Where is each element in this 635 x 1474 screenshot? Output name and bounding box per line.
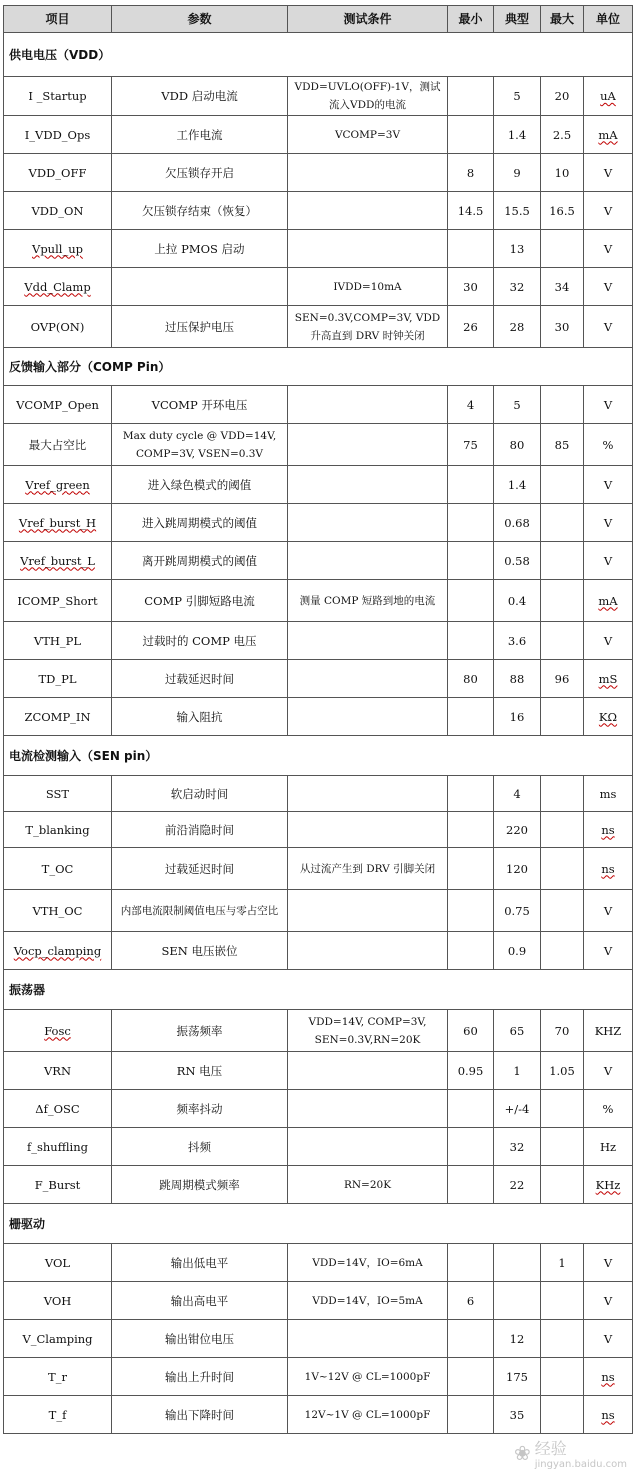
spec-table [3,5,633,1434]
watermark [514,1436,627,1470]
cell-unit: V [584,542,633,580]
cell-item: VDD_ON [4,192,112,230]
table-row [4,932,633,970]
cell-cond [288,466,448,504]
cell-min: 4 [448,386,494,424]
cell-cond: 从过流产生到 DRV 引脚关闭 [288,848,448,890]
cell-item: T_f [4,1396,112,1434]
table-row [4,154,633,192]
cell-typ [494,1244,541,1282]
table-row [4,306,633,348]
cell-unit: uA [584,77,633,116]
cell-min [448,1128,494,1166]
cell-item: ICOMP_Short [4,580,112,622]
cell-param: 输出钳位电压 [112,1320,288,1358]
cell-unit: ns [584,1396,633,1434]
cell-max [541,1090,584,1128]
cell-typ: 0.9 [494,932,541,970]
cell-unit: mA [584,116,633,154]
cell-item: ZCOMP_IN [4,698,112,736]
table-row [4,466,633,504]
cell-max: 20 [541,77,584,116]
cell-max [541,776,584,812]
cell-min [448,542,494,580]
cell-param [112,268,288,306]
cell-unit: V [584,890,633,932]
section-title: 电流检测输入（SEN pin） [4,736,633,776]
cell-min: 80 [448,660,494,698]
cell-cond [288,660,448,698]
table-row [4,622,633,660]
cell-typ: 12 [494,1320,541,1358]
section-title: 供电电压（VDD） [4,33,633,77]
cell-max [541,580,584,622]
cell-min [448,230,494,268]
table-row [4,848,633,890]
cell-param: 软启动时间 [112,776,288,812]
cell-cond: IVDD=10mA [288,268,448,306]
cell-max [541,386,584,424]
header-condition: 测试条件 [288,6,448,33]
cell-min [448,580,494,622]
cell-item: f_shuffling [4,1128,112,1166]
cell-min: 30 [448,268,494,306]
cell-unit: V [584,386,633,424]
cell-typ: 1.4 [494,116,541,154]
cell-min [448,77,494,116]
cell-param: 过载延迟时间 [112,848,288,890]
table-row [4,542,633,580]
cell-unit: ns [584,848,633,890]
cell-typ: 88 [494,660,541,698]
cell-cond: VDD=14V，IO=6mA [288,1244,448,1282]
cell-cond: 测量 COMP 短路到地的电流 [288,580,448,622]
cell-min [448,932,494,970]
section-row [4,1204,633,1244]
table-row [4,77,633,116]
cell-min [448,1396,494,1434]
cell-item: Vref_burst_L [4,542,112,580]
cell-unit: ms [584,776,633,812]
cell-typ: 32 [494,268,541,306]
table-row [4,1052,633,1090]
cell-unit: V [584,230,633,268]
cell-cond [288,154,448,192]
cell-min [448,1090,494,1128]
cell-typ: 1.4 [494,466,541,504]
header-unit: 单位 [584,6,633,33]
cell-item: T_r [4,1358,112,1396]
cell-min: 6 [448,1282,494,1320]
cell-max: 85 [541,424,584,466]
table-row [4,580,633,622]
cell-param: SEN 电压嵌位 [112,932,288,970]
cell-unit: Hz [584,1128,633,1166]
table-row [4,1282,633,1320]
cell-item: OVP(ON) [4,306,112,348]
cell-typ: 0.4 [494,580,541,622]
section-row [4,33,633,77]
cell-item: Vocp_clamping [4,932,112,970]
cell-item: VTH_OC [4,890,112,932]
cell-typ: 0.68 [494,504,541,542]
cell-param: 内部电流限制阈值电压与零占空比 [112,890,288,932]
cell-unit: V [584,1052,633,1090]
cell-param: 进入跳周期模式的阈值 [112,504,288,542]
cell-param: 前沿消隐时间 [112,812,288,848]
cell-max: 10 [541,154,584,192]
cell-unit: % [584,424,633,466]
cell-typ: 13 [494,230,541,268]
cell-unit: V [584,306,633,348]
cell-min [448,466,494,504]
cell-typ: 35 [494,1396,541,1434]
cell-cond [288,932,448,970]
cell-unit: mA [584,580,633,622]
cell-cond [288,890,448,932]
cell-item: VTH_PL [4,622,112,660]
section-title: 栅驱动 [4,1204,633,1244]
cell-max: 70 [541,1010,584,1052]
cell-unit: V [584,154,633,192]
cell-param: 输出高电平 [112,1282,288,1320]
cell-item: V_Clamping [4,1320,112,1358]
cell-item: Vdd_Clamp [4,268,112,306]
table-row [4,776,633,812]
cell-typ: 32 [494,1128,541,1166]
cell-unit: mS [584,660,633,698]
cell-typ: 65 [494,1010,541,1052]
cell-min [448,776,494,812]
cell-item: Vref_burst_H [4,504,112,542]
cell-typ: 4 [494,776,541,812]
cell-cond: VDD=UVLO(OFF)-1V，测试流入VDD的电流 [288,77,448,116]
cell-cond [288,776,448,812]
cell-item: VOH [4,1282,112,1320]
cell-param: Max duty cycle @ VDD=14V, COMP=3V, VSEN=0.3V [112,424,288,466]
watermark-text: 经验 [534,1439,567,1458]
header-min: 最小 [448,6,494,33]
cell-cond: SEN=0.3V,COMP=3V, VDD 升高直到 DRV 时钟关闭 [288,306,448,348]
cell-typ: 5 [494,386,541,424]
cell-min: 14.5 [448,192,494,230]
cell-min [448,622,494,660]
cell-unit: V [584,1320,633,1358]
cell-param: 上拉 PMOS 启动 [112,230,288,268]
cell-param: 输出下降时间 [112,1396,288,1434]
cell-param: 输出上升时间 [112,1358,288,1396]
cell-min [448,698,494,736]
cell-typ [494,1282,541,1320]
table-row [4,1244,633,1282]
cell-max: 96 [541,660,584,698]
cell-param: 频率抖动 [112,1090,288,1128]
cell-cond [288,1320,448,1358]
section-row [4,348,633,386]
cell-min: 8 [448,154,494,192]
cell-cond [288,424,448,466]
header-param: 参数 [112,6,288,33]
cell-max [541,1166,584,1204]
cell-cond [288,504,448,542]
table-row [4,230,633,268]
table-row [4,192,633,230]
cell-param: RN 电压 [112,1052,288,1090]
cell-cond: 1V~12V @ CL=1000pF [288,1358,448,1396]
cell-cond [288,192,448,230]
header-typ: 典型 [494,6,541,33]
cell-unit: V [584,622,633,660]
cell-param: 输出低电平 [112,1244,288,1282]
cell-cond [288,1128,448,1166]
cell-typ: 15.5 [494,192,541,230]
cell-item: I_VDD_Ops [4,116,112,154]
cell-min [448,1320,494,1358]
cell-max [541,1282,584,1320]
cell-typ: 175 [494,1358,541,1396]
cell-cond [288,812,448,848]
cell-unit: ns [584,812,633,848]
cell-max: 30 [541,306,584,348]
cell-typ: 220 [494,812,541,848]
cell-param: COMP 引脚短路电流 [112,580,288,622]
cell-min: 60 [448,1010,494,1052]
cell-max [541,812,584,848]
watermark-sub: jingyan.baidu.com [534,1459,627,1470]
table-row [4,812,633,848]
cell-min [448,1244,494,1282]
cell-cond [288,1090,448,1128]
cell-max: 1 [541,1244,584,1282]
cell-item: T_OC [4,848,112,890]
cell-max [541,932,584,970]
cell-param: 工作电流 [112,116,288,154]
cell-min [448,812,494,848]
cell-item: Vpull_up [4,230,112,268]
cell-param: 过载延迟时间 [112,660,288,698]
cell-typ: 0.58 [494,542,541,580]
cell-item: 最大占空比 [4,424,112,466]
cell-param: 过压保护电压 [112,306,288,348]
cell-item: T_blanking [4,812,112,848]
cell-cond [288,1052,448,1090]
cell-max [541,848,584,890]
cell-param: 抖频 [112,1128,288,1166]
cell-max [541,504,584,542]
cell-cond: VCOMP=3V [288,116,448,154]
cell-cond [288,386,448,424]
table-row [4,1090,633,1128]
cell-param: 欠压锁存开启 [112,154,288,192]
cell-max [541,466,584,504]
table-row [4,1320,633,1358]
cell-max [541,230,584,268]
cell-max: 16.5 [541,192,584,230]
cell-item: VOL [4,1244,112,1282]
cell-item: VRN [4,1052,112,1090]
cell-item: Vref_green [4,466,112,504]
cell-typ: 22 [494,1166,541,1204]
cell-unit: V [584,268,633,306]
cell-max: 1.05 [541,1052,584,1090]
table-row [4,268,633,306]
table-row [4,116,633,154]
cell-typ: 28 [494,306,541,348]
section-row [4,970,633,1010]
cell-unit: V [584,932,633,970]
cell-item: SST [4,776,112,812]
cell-item: Δf_OSC [4,1090,112,1128]
header-item: 项目 [4,6,112,33]
cell-max [541,698,584,736]
cell-min [448,116,494,154]
cell-item: Fosc [4,1010,112,1052]
cell-unit: % [584,1090,633,1128]
cell-typ: 3.6 [494,622,541,660]
cell-unit: V [584,192,633,230]
table-row [4,1166,633,1204]
cell-max [541,1396,584,1434]
cell-cond [288,698,448,736]
cell-unit: ns [584,1358,633,1396]
cell-unit: V [584,466,633,504]
cell-item: I _Startup [4,77,112,116]
cell-max [541,1128,584,1166]
table-row [4,1396,633,1434]
cell-cond [288,230,448,268]
cell-typ: 16 [494,698,541,736]
cell-min [448,848,494,890]
cell-max [541,1320,584,1358]
cell-min [448,504,494,542]
cell-cond: VDD=14V, COMP=3V, SEN=0.3V,RN=20K [288,1010,448,1052]
table-row [4,504,633,542]
table-row [4,698,633,736]
cell-unit: KHz [584,1166,633,1204]
cell-unit: KΩ [584,698,633,736]
cell-typ: +/-4 [494,1090,541,1128]
cell-min [448,1358,494,1396]
cell-cond [288,622,448,660]
header-max: 最大 [541,6,584,33]
cell-min [448,1166,494,1204]
table-row [4,890,633,932]
cell-param: VCOMP 开环电压 [112,386,288,424]
cell-unit: V [584,1282,633,1320]
cell-param: VDD 启动电流 [112,77,288,116]
cell-param: 欠压锁存结束（恢复） [112,192,288,230]
spec-body [4,33,633,1434]
cell-param: 过载时的 COMP 电压 [112,622,288,660]
cell-param: 离开跳周期模式的阈值 [112,542,288,580]
cell-typ: 0.75 [494,890,541,932]
cell-unit: V [584,1244,633,1282]
cell-typ: 5 [494,77,541,116]
table-row [4,660,633,698]
cell-param: 进入绿色模式的阈值 [112,466,288,504]
cell-cond [288,542,448,580]
section-title: 振荡器 [4,970,633,1010]
cell-typ: 9 [494,154,541,192]
cell-min [448,890,494,932]
cell-typ: 120 [494,848,541,890]
cell-min: 0.95 [448,1052,494,1090]
cell-min: 26 [448,306,494,348]
cell-max: 2.5 [541,116,584,154]
cell-cond: RN=20K [288,1166,448,1204]
cell-max: 34 [541,268,584,306]
header-row [4,6,633,33]
cell-item: TD_PL [4,660,112,698]
cell-max [541,542,584,580]
cell-unit: KHZ [584,1010,633,1052]
cell-unit: V [584,504,633,542]
table-row [4,386,633,424]
cell-item: F_Burst [4,1166,112,1204]
section-row [4,736,633,776]
cell-typ: 1 [494,1052,541,1090]
cell-min: 75 [448,424,494,466]
table-row [4,1358,633,1396]
table-row [4,1128,633,1166]
cell-item: VDD_OFF [4,154,112,192]
table-row [4,1010,633,1052]
cell-max [541,890,584,932]
cell-cond: VDD=14V，IO=5mA [288,1282,448,1320]
cell-param: 振荡频率 [112,1010,288,1052]
cell-max [541,1358,584,1396]
cell-item: VCOMP_Open [4,386,112,424]
cell-param: 跳周期模式频率 [112,1166,288,1204]
cell-max [541,622,584,660]
cell-param: 输入阻抗 [112,698,288,736]
cell-typ: 80 [494,424,541,466]
paw-icon: ❀ [513,1441,531,1465]
table-row [4,424,633,466]
section-title: 反馈输入部分（COMP Pin） [4,348,633,386]
cell-cond: 12V~1V @ CL=1000pF [288,1396,448,1434]
